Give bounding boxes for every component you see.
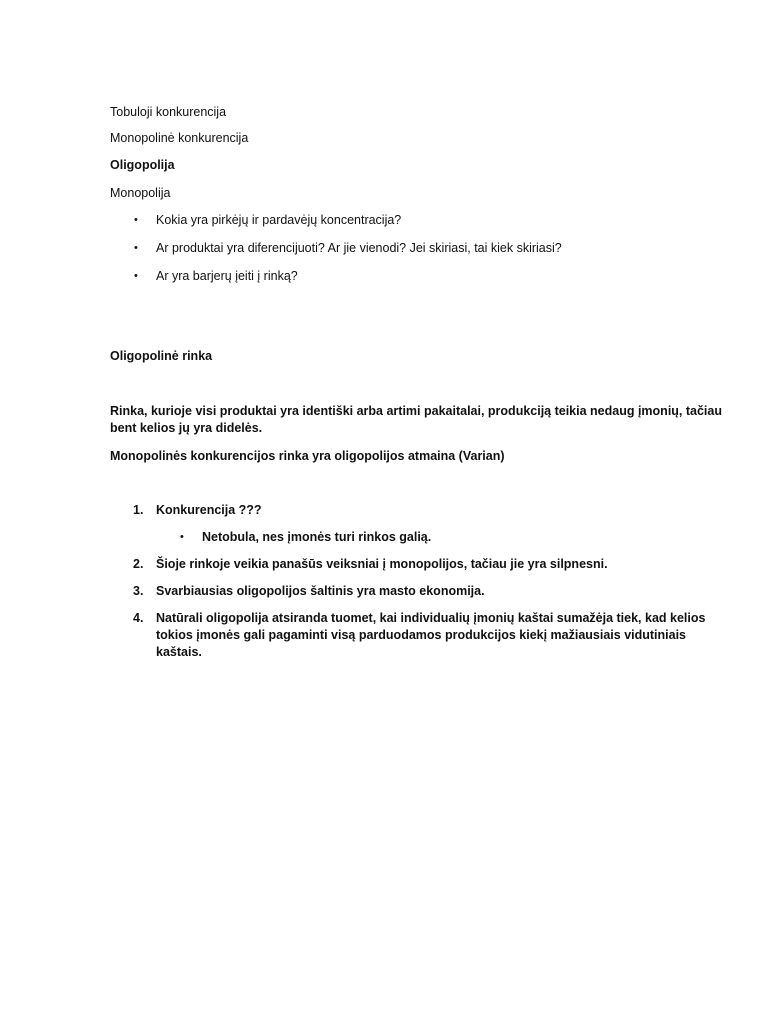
bullet-marker: • bbox=[134, 270, 138, 282]
list-item: Konkurencija ??? bbox=[156, 503, 262, 517]
list-item: Natūrali oligopolija atsiranda tuomet, kai individualių įmonių kaštai sumažėja tiek, kad kelios tokios įmonės gali pagaminti visą parduodamos produkcijos kiekį mažiausiais vidutiniais kaštais. bbox=[156, 611, 706, 659]
question-item: Ar produktai yra diferencijuoti? Ar jie vienodi? Jei skiriasi, tai kiek skiriasi? bbox=[156, 241, 562, 255]
list-number: 3. bbox=[133, 584, 144, 598]
list-item: Šioje rinkoje veikia panašūs veiksniai į monopolijos, tačiau jie yra silpnesni. bbox=[156, 557, 608, 571]
list-number: 2. bbox=[133, 557, 144, 571]
heading-perfect-competition: Tobuloji konkurencija bbox=[110, 105, 227, 119]
question-item: Ar yra barjerų įeiti į rinką? bbox=[156, 269, 298, 283]
sub-bullet-marker: • bbox=[180, 531, 184, 543]
question-item: Kokia yra pirkėjų ir pardavėjų koncentracija? bbox=[156, 213, 402, 227]
list-number: 4. bbox=[133, 611, 144, 625]
list-number: 1. bbox=[133, 503, 144, 517]
heading-monopolistic-competition: Monopolinė konkurencija bbox=[110, 131, 249, 145]
heading-monopoly: Monopolija bbox=[110, 186, 171, 200]
section-title: Oligopolinė rinka bbox=[110, 349, 213, 363]
heading-oligopoly: Oligopolija bbox=[110, 158, 175, 172]
variant-paragraph: Monopolinės konkurencijos rinka yra oligopolijos atmaina (Varian) bbox=[110, 449, 505, 463]
sub-list-item: Netobula, nes įmonės turi rinkos galią. bbox=[202, 530, 432, 544]
bullet-marker: • bbox=[134, 242, 138, 254]
list-item: Svarbiausias oligopolijos šaltinis yra masto ekonomija. bbox=[156, 584, 485, 598]
bullet-marker: • bbox=[134, 214, 138, 226]
definition-paragraph: Rinka, kurioje visi produktai yra identiški arba artimi pakaitalai, produkciją teikia nedaug įmonių, tačiau bent kelios jų yra didelės. bbox=[110, 404, 722, 435]
